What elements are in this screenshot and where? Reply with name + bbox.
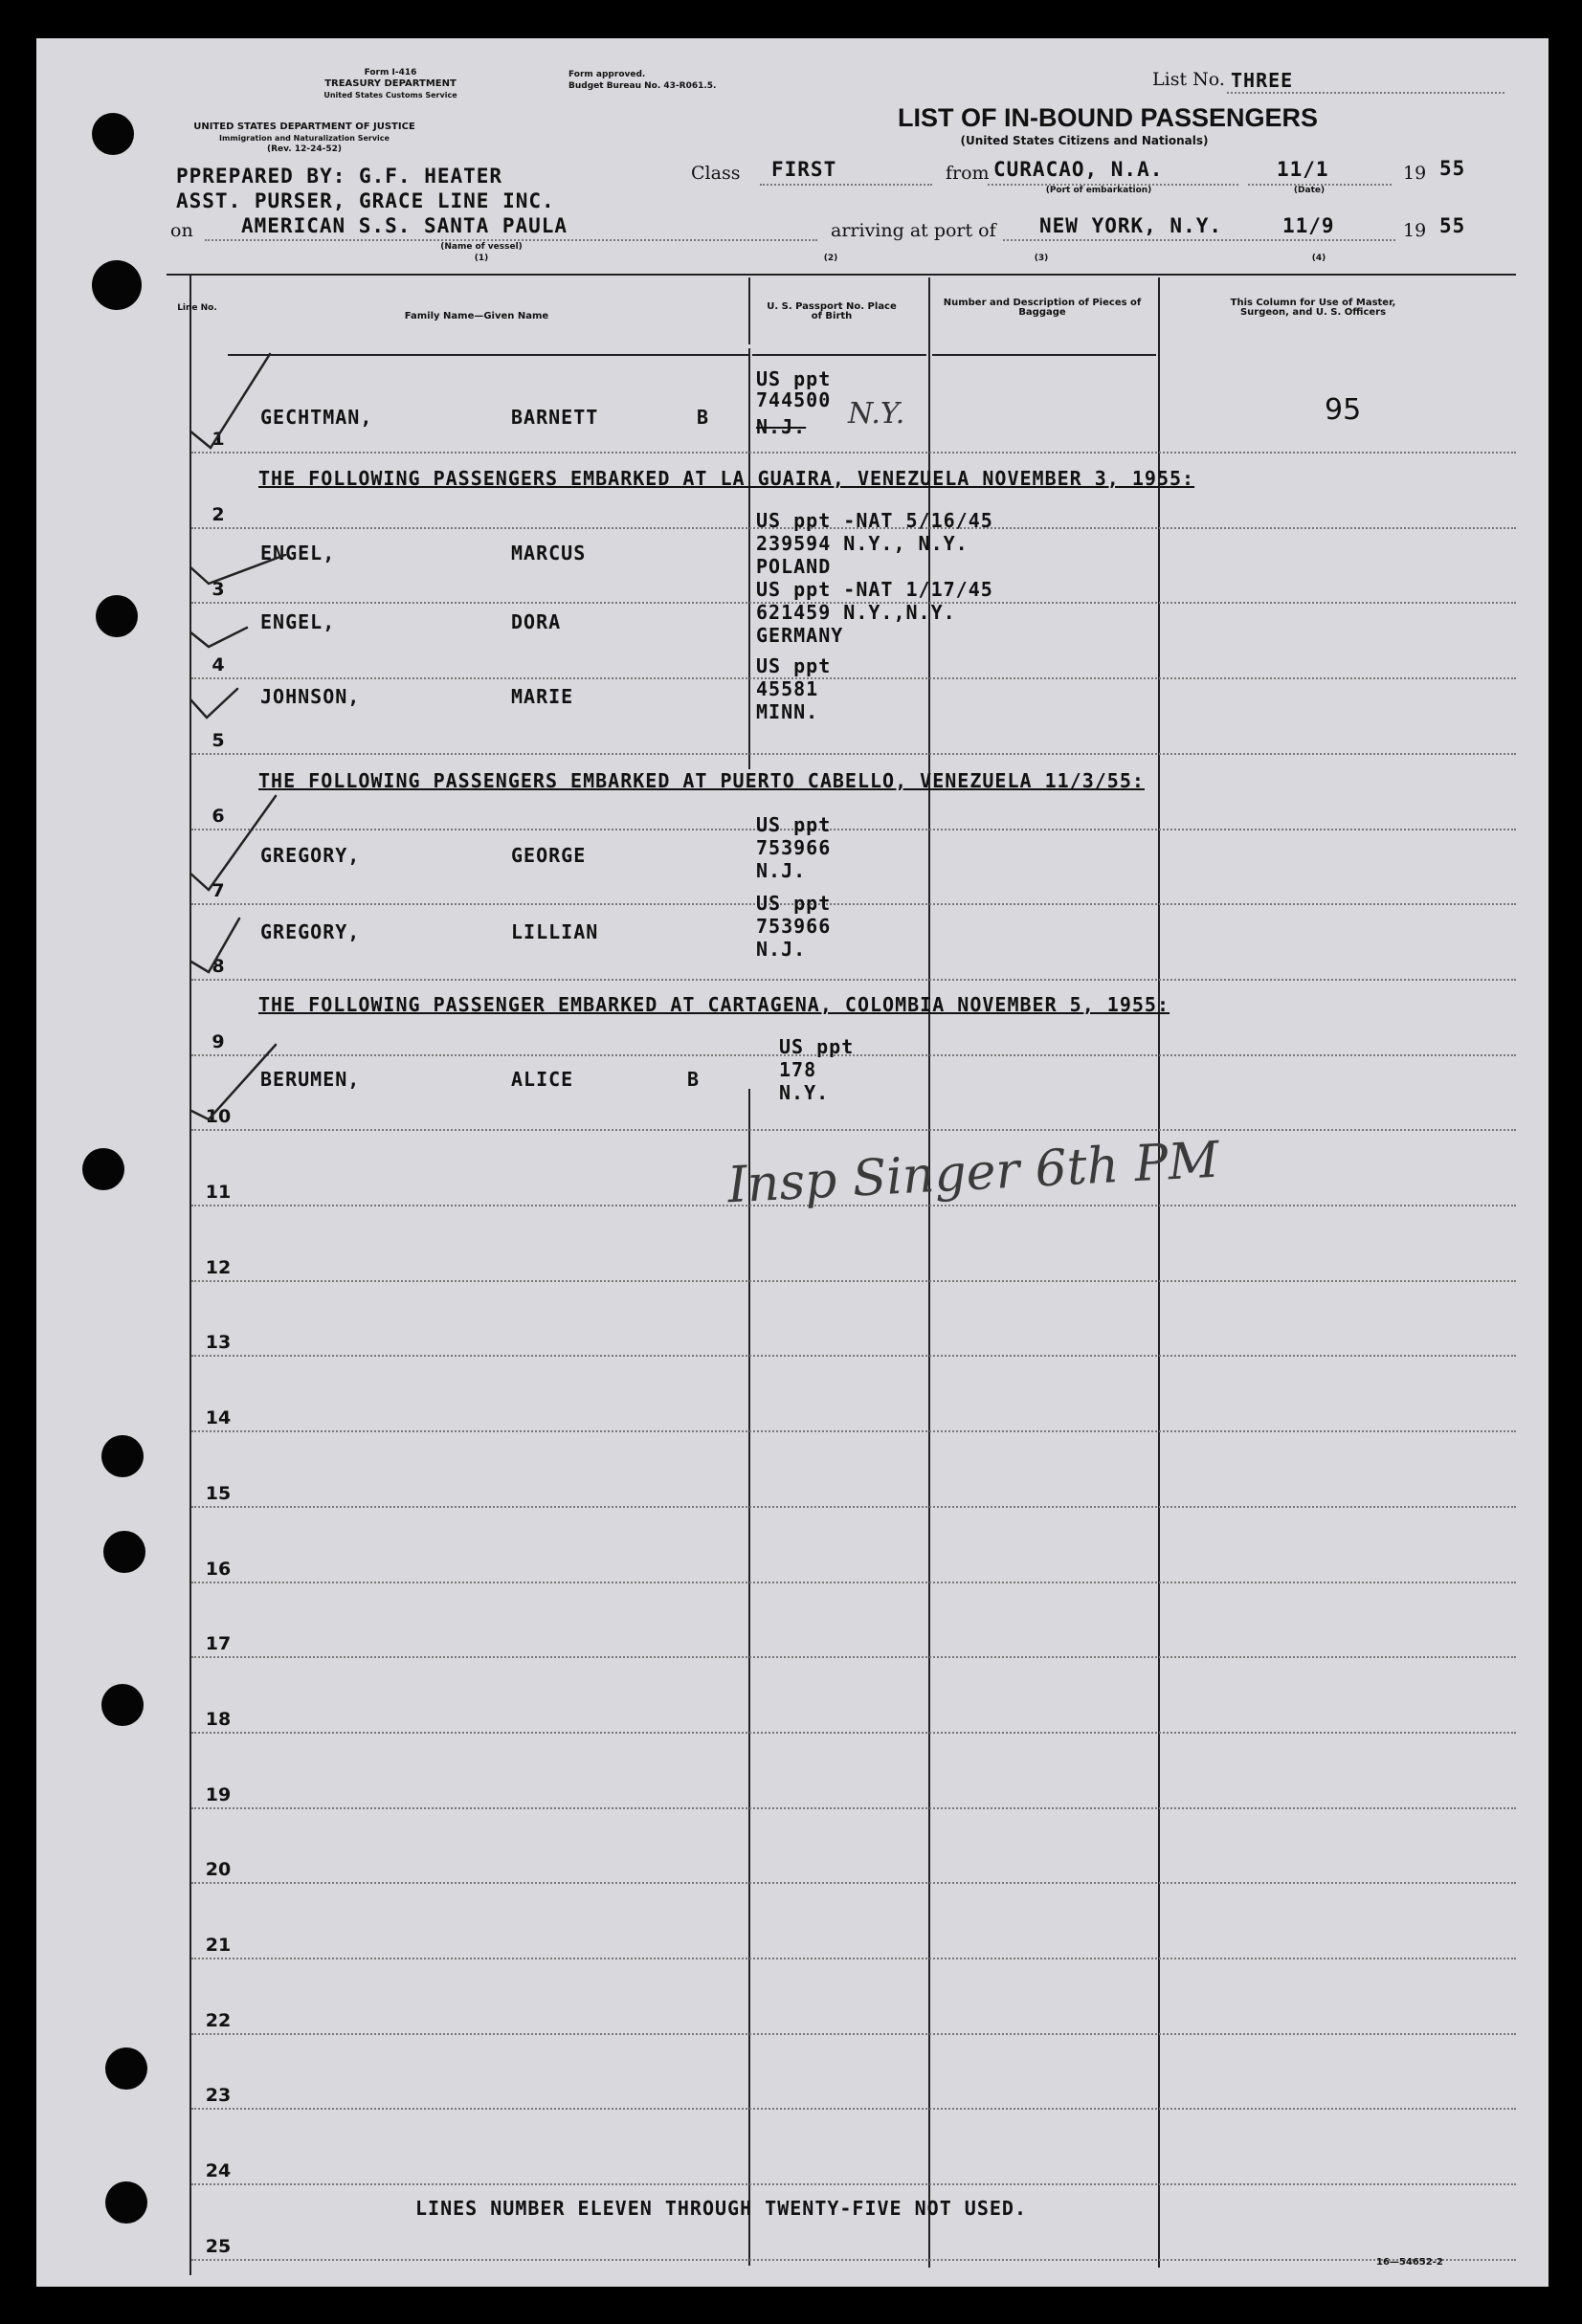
line-number: 3 bbox=[212, 579, 225, 601]
arrival-year-prefix: 19 bbox=[1403, 220, 1427, 241]
col3-caption: (3) bbox=[1034, 254, 1049, 263]
line-number: 4 bbox=[212, 654, 225, 676]
budget-label: Budget Bureau No. 43-R061.5. bbox=[568, 81, 717, 91]
family-name: GREGORY, bbox=[260, 844, 361, 867]
officers-header: This Column for Use of Master, Surgeon, and U. S. Officers bbox=[1230, 298, 1396, 318]
given-name: DORA bbox=[511, 610, 562, 633]
binder-hole bbox=[92, 260, 142, 310]
passport-header: U. S. Passport No. Place of Birth bbox=[767, 301, 897, 321]
passport-type: US ppt bbox=[756, 892, 832, 915]
row-rule bbox=[191, 2108, 1516, 2110]
line-number: 13 bbox=[205, 1332, 232, 1354]
col4-caption: (4) bbox=[1311, 254, 1326, 263]
year-prefix: 19 bbox=[1403, 163, 1427, 184]
given-name: GEORGE bbox=[511, 844, 587, 867]
line-number: 17 bbox=[205, 1633, 232, 1655]
from-port: CURACAO, N.A. bbox=[993, 158, 1164, 181]
justice-label: UNITED STATES DEPARTMENT OF JUSTICE bbox=[193, 122, 415, 132]
manifest-page bbox=[36, 38, 1549, 2287]
given-name: MARIE bbox=[511, 685, 574, 708]
header-underline bbox=[932, 354, 1156, 356]
line-number: 19 bbox=[205, 1783, 232, 1805]
given-name: LILLIAN bbox=[511, 920, 599, 943]
row-rule bbox=[191, 2033, 1516, 2035]
form-subtitle: (United States Citizens and Nationals) bbox=[960, 134, 1209, 147]
passport-number: 45581 bbox=[756, 677, 819, 700]
passport-number: 753966 bbox=[756, 915, 832, 938]
col2-caption: (2) bbox=[823, 254, 838, 263]
line-number: 22 bbox=[205, 2009, 232, 2031]
ins-label: Immigration and Naturalization Service bbox=[219, 134, 390, 143]
year-value: 55 bbox=[1439, 157, 1466, 180]
row-rule bbox=[191, 1582, 1516, 1583]
row-rule bbox=[191, 2183, 1516, 2185]
on-label: on bbox=[170, 220, 193, 241]
line-number: 9 bbox=[212, 1030, 225, 1052]
line-number: 24 bbox=[205, 2160, 232, 2182]
passport-type: US ppt bbox=[756, 813, 832, 836]
row-rule bbox=[191, 1506, 1516, 1508]
line-number: 12 bbox=[205, 1256, 232, 1278]
line-number: 21 bbox=[205, 1935, 232, 1956]
family-name: GREGORY, bbox=[260, 920, 361, 943]
check-mark-icon bbox=[189, 1045, 276, 1119]
list-no-value: THREE bbox=[1231, 69, 1294, 92]
arriving-label: arriving at port of bbox=[831, 220, 996, 241]
birth-place: MINN. bbox=[756, 700, 819, 723]
line-no-header: Line No. bbox=[177, 303, 217, 313]
class-line bbox=[760, 184, 932, 186]
line-number: 25 bbox=[205, 2235, 232, 2257]
embarkation-heading: THE FOLLOWING PASSENGERS EMBARKED AT LA GUAIRA, VENEZUELA NOVEMBER 3, 1955: bbox=[258, 467, 1195, 490]
passport-type: US ppt bbox=[756, 654, 832, 677]
row-rule bbox=[191, 1958, 1516, 1959]
from-label: from bbox=[946, 163, 990, 184]
check-mark-icon bbox=[189, 796, 276, 890]
row-rule bbox=[191, 1280, 1516, 1282]
passport-number: 744500 bbox=[756, 388, 832, 411]
officers-col-divider bbox=[1158, 277, 1160, 2268]
middle-initial: B bbox=[687, 1068, 701, 1091]
birth-place: N.J. bbox=[756, 415, 807, 438]
family-name: GECHTMAN, bbox=[260, 406, 373, 429]
line-number: 15 bbox=[205, 1482, 232, 1504]
embarkation-heading: THE FOLLOWING PASSENGERS EMBARKED AT PUERTO CABELLO, VENEZUELA 11/3/55: bbox=[258, 769, 1145, 792]
footer-note: LINES NUMBER ELEVEN THROUGH TWENTY-FIVE NOT USED. bbox=[415, 2197, 1028, 2220]
vessel-name: AMERICAN S.S. SANTA PAULA bbox=[241, 214, 568, 237]
birth-place: N.Y. bbox=[779, 1081, 830, 1104]
passport-number: 178 bbox=[779, 1058, 817, 1081]
row-rule bbox=[191, 1882, 1516, 1884]
passport-type: US ppt bbox=[779, 1035, 855, 1058]
check-mark-icon bbox=[189, 555, 285, 584]
passport-type: US ppt -NAT 1/17/45 bbox=[756, 578, 993, 601]
line-number: 10 bbox=[205, 1106, 232, 1128]
baggage-header: Number and Description of Pieces of Baggage bbox=[943, 298, 1142, 318]
binder-hole bbox=[105, 2047, 147, 2090]
line-number: 2 bbox=[212, 503, 225, 525]
given-name: BARNETT bbox=[511, 406, 599, 429]
embark-date: 11/1 bbox=[1277, 158, 1329, 181]
col1-caption: (1) bbox=[474, 254, 489, 263]
row-rule bbox=[191, 1656, 1516, 1658]
row-rule bbox=[191, 1430, 1516, 1432]
baggage-col-divider bbox=[928, 277, 930, 2268]
approved-label: Form approved. bbox=[568, 70, 646, 79]
passport-col-divider bbox=[748, 277, 750, 344]
customs-label: United States Customs Service bbox=[323, 91, 457, 100]
birth-place: N.J. bbox=[756, 859, 807, 882]
line-number: 6 bbox=[212, 805, 225, 827]
check-mark-icon bbox=[189, 354, 270, 448]
birth-place: N.J. bbox=[756, 938, 807, 961]
passport-type: US ppt bbox=[756, 367, 832, 390]
prepared-title: ASST. PURSER, GRACE LINE INC. bbox=[176, 189, 555, 212]
name-header: Family Name—Given Name bbox=[404, 311, 549, 321]
print-code: 16—54652-2 bbox=[1376, 2257, 1443, 2268]
arrival-port: NEW YORK, N.Y. bbox=[1039, 214, 1223, 237]
check-mark-icon bbox=[189, 689, 237, 718]
family-name: BERUMEN, bbox=[260, 1068, 361, 1091]
row-rule bbox=[191, 2259, 1516, 2261]
embarkation-heading: THE FOLLOWING PASSENGER EMBARKED AT CARTAGENA, COLOMBIA NOVEMBER 5, 1955: bbox=[258, 993, 1170, 1016]
line-number: 11 bbox=[205, 1182, 232, 1203]
binder-hole bbox=[101, 1435, 144, 1477]
birth-place: POLAND bbox=[756, 555, 832, 578]
passport-type: US ppt -NAT 5/16/45 bbox=[756, 509, 993, 532]
form-title: LIST OF IN-BOUND PASSENGERS bbox=[898, 103, 1319, 132]
check-mark-icon bbox=[189, 628, 247, 647]
rev-label: (Rev. 12-24-52) bbox=[267, 144, 342, 154]
class-label: Class bbox=[691, 163, 741, 184]
port-caption: (Port of embarkation) bbox=[1045, 186, 1152, 195]
binder-hole bbox=[96, 595, 138, 637]
passport-number: 239594 N.Y., N.Y. bbox=[756, 532, 969, 555]
row-rule bbox=[191, 1732, 1516, 1734]
binder-hole bbox=[82, 1148, 124, 1190]
treasury-label: TREASURY DEPARTMENT bbox=[324, 78, 457, 89]
inspector-signature: Insp Singer 6th PM bbox=[725, 1131, 1221, 1215]
line-number: 8 bbox=[212, 955, 225, 977]
row-rule bbox=[191, 1807, 1516, 1809]
line-number: 1 bbox=[212, 429, 225, 450]
prepared-by: PPREPARED BY: G.F. HEATER bbox=[176, 165, 503, 188]
form-number: Form I-416 bbox=[364, 68, 417, 77]
line-number: 20 bbox=[205, 1859, 232, 1881]
binder-hole bbox=[103, 1531, 145, 1573]
passport-col-divider-lower bbox=[748, 348, 750, 769]
table-top-border bbox=[167, 274, 1516, 276]
check-mark-icon bbox=[189, 919, 239, 972]
family-name: JOHNSON, bbox=[260, 685, 361, 708]
officer-note: 95 bbox=[1325, 393, 1362, 427]
line-number: 16 bbox=[205, 1558, 232, 1580]
list-no-label: List No. bbox=[1152, 69, 1225, 90]
family-name: ENGEL, bbox=[260, 610, 336, 633]
handwritten-place: N.Y. bbox=[848, 397, 905, 431]
list-no-line bbox=[1227, 92, 1504, 94]
check-marks bbox=[189, 325, 515, 1186]
date-caption: (Date) bbox=[1293, 186, 1326, 195]
birth-place: GERMANY bbox=[756, 624, 844, 647]
header-underline bbox=[752, 354, 926, 356]
passport-col-divider-bottom bbox=[748, 1089, 750, 2266]
line-number: 14 bbox=[205, 1407, 232, 1429]
passport-number: 753966 bbox=[756, 836, 832, 859]
line-number: 18 bbox=[205, 1708, 232, 1730]
arrival-line bbox=[1003, 239, 1395, 241]
family-name: ENGEL, bbox=[260, 542, 336, 564]
binder-hole bbox=[101, 1684, 144, 1726]
middle-initial: B bbox=[697, 406, 710, 429]
line-number: 5 bbox=[212, 729, 225, 751]
binder-hole bbox=[105, 2181, 147, 2224]
line-number: 23 bbox=[205, 2085, 232, 2107]
binder-hole bbox=[92, 113, 134, 155]
arrival-date: 11/9 bbox=[1282, 214, 1335, 237]
given-name: MARCUS bbox=[511, 542, 587, 564]
line-number: 7 bbox=[212, 880, 225, 902]
arrival-year: 55 bbox=[1439, 214, 1466, 237]
class-value: FIRST bbox=[771, 158, 837, 181]
given-name: ALICE bbox=[511, 1068, 574, 1091]
vessel-line bbox=[205, 239, 817, 241]
vessel-caption: (Name of vessel) bbox=[440, 242, 523, 252]
passport-number: 621459 N.Y.,N.Y. bbox=[756, 601, 956, 624]
row-rule bbox=[191, 1355, 1516, 1357]
